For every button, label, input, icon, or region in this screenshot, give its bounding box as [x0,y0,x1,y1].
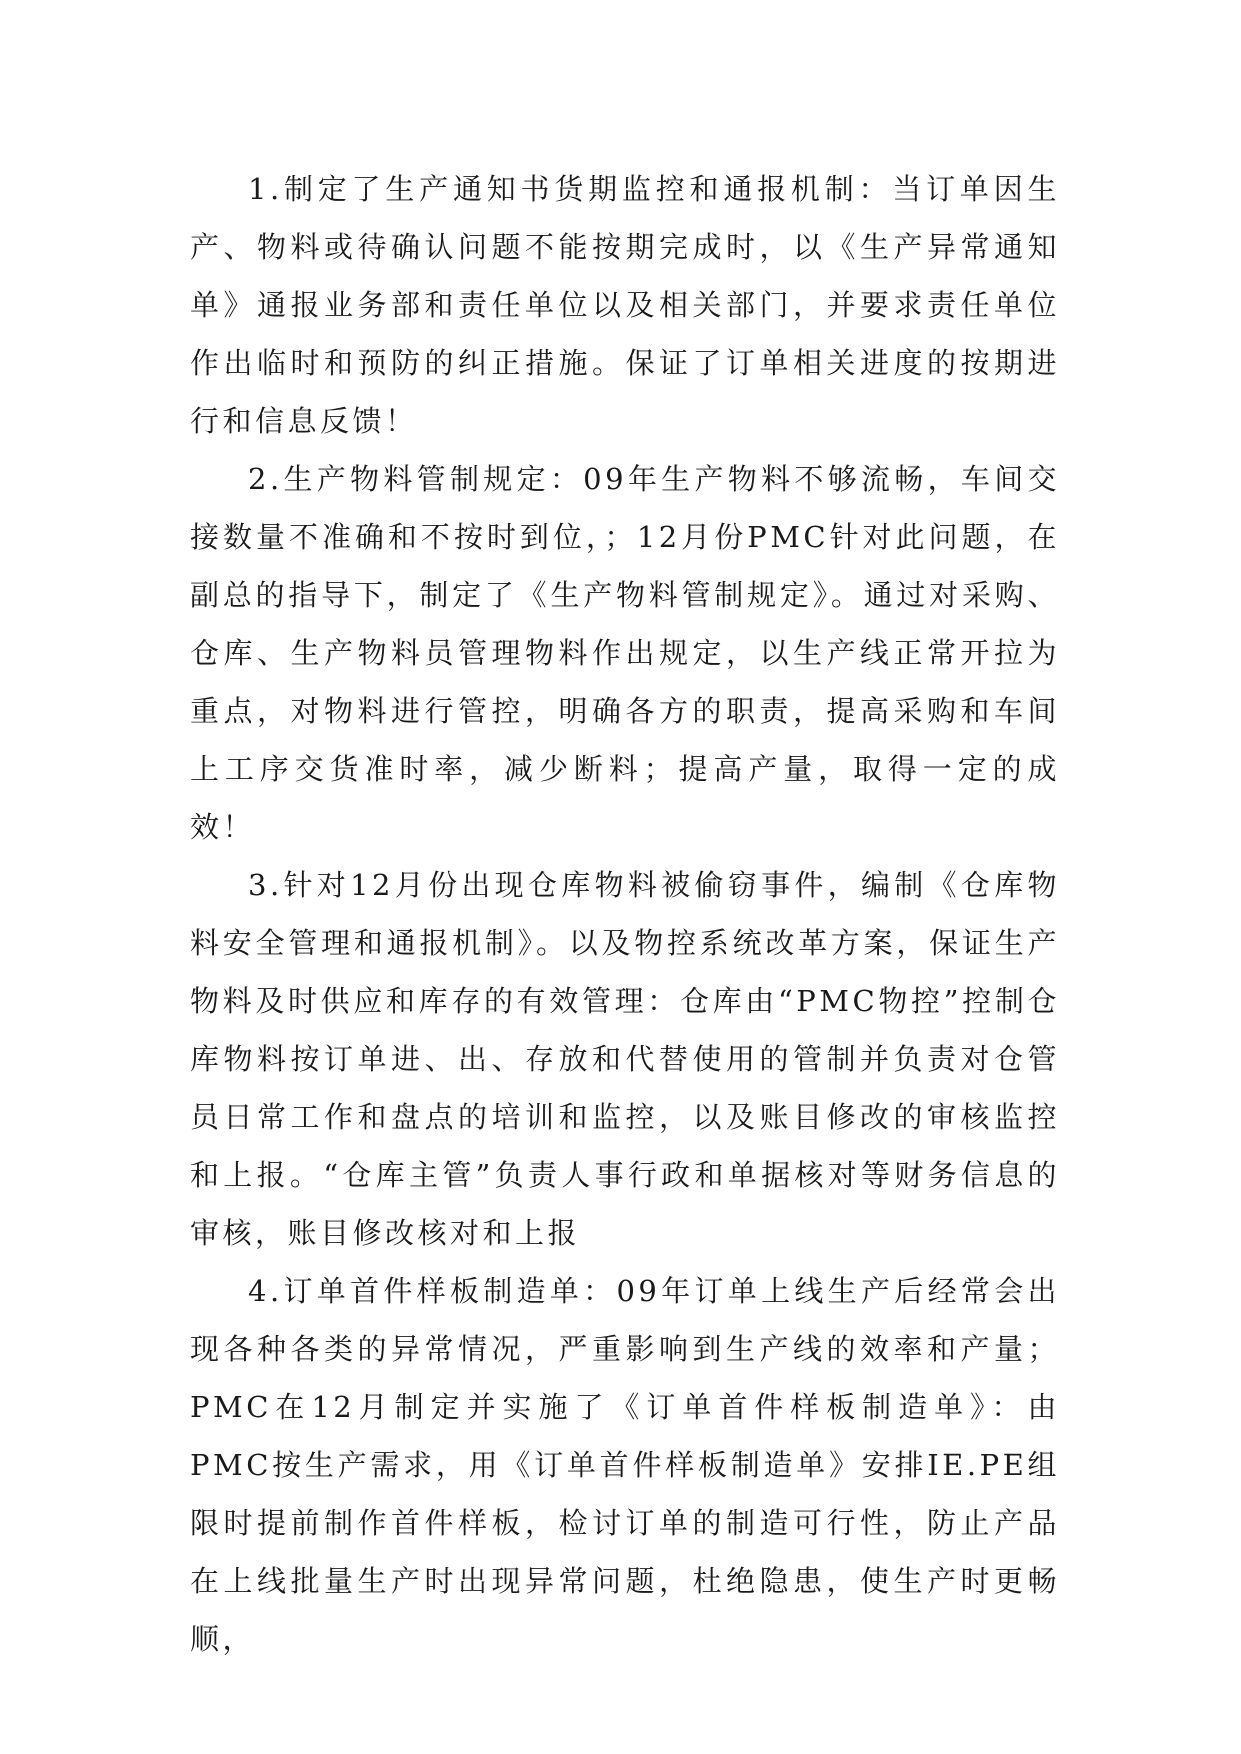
paragraph-first-article-sample: 4.订单首件样板制造单：09年订单上线生产后经常会出现各种各类的异常情况，严重影响到生产线的效率和产量；PMC在12月制定并实施了《订单首件样板制造单》：由PMC按生产需求，用《订单首件样板制造单》安排IE.PE组限时提前制作首件样板，检讨订单的制造可行性，防止产品在上线批量生产时出现异常问题，杜绝隐患，使生产时更畅顺， [190,1274,1060,1656]
document-body [190,160,1060,1668]
paragraph-warehouse-security: 3.针对12月份出现仓库物料被偷窃事件，编制《仓库物料安全管理和通报机制》。以及物控系统改革方案，保证生产物料及时供应和库存的有效管理：仓库由“PMC物控”控制仓库物料按订单进、出、存放和代替使用的管制并负责对仓管员日常工作和盘点的培训和监控，以及账目修改的审核监控和上报。“仓库主管”负责人事行政和单据核对等财务信息的审核，账目修改核对和上报 [190,868,1060,1250]
paragraph-production-notice-monitoring: 1.制定了生产通知书货期监控和通报机制：当订单因生产、物料或待确认问题不能按期完成时，以《生产异常通知单》通报业务部和责任单位以及相关部门，并要求责任单位作出临时和预防的纠正措施。保证了订单相关进度的按期进行和信息反馈！ [190,172,1060,438]
paragraph-material-control-rules: 2.生产物料管制规定：09年生产物料不够流畅，车间交接数量不准确和不按时到位，；12月份PMC针对此问题，在副总的指导下，制定了《生产物料管制规定》。通过对采购、仓库、生产物料员管理物料作出规定，以生产线正常开拉为重点，对物料进行管控，明确各方的职责，提高采购和车间上工序交货准时率，减少断料；提高产量，取得一定的成效！ [190,462,1060,844]
